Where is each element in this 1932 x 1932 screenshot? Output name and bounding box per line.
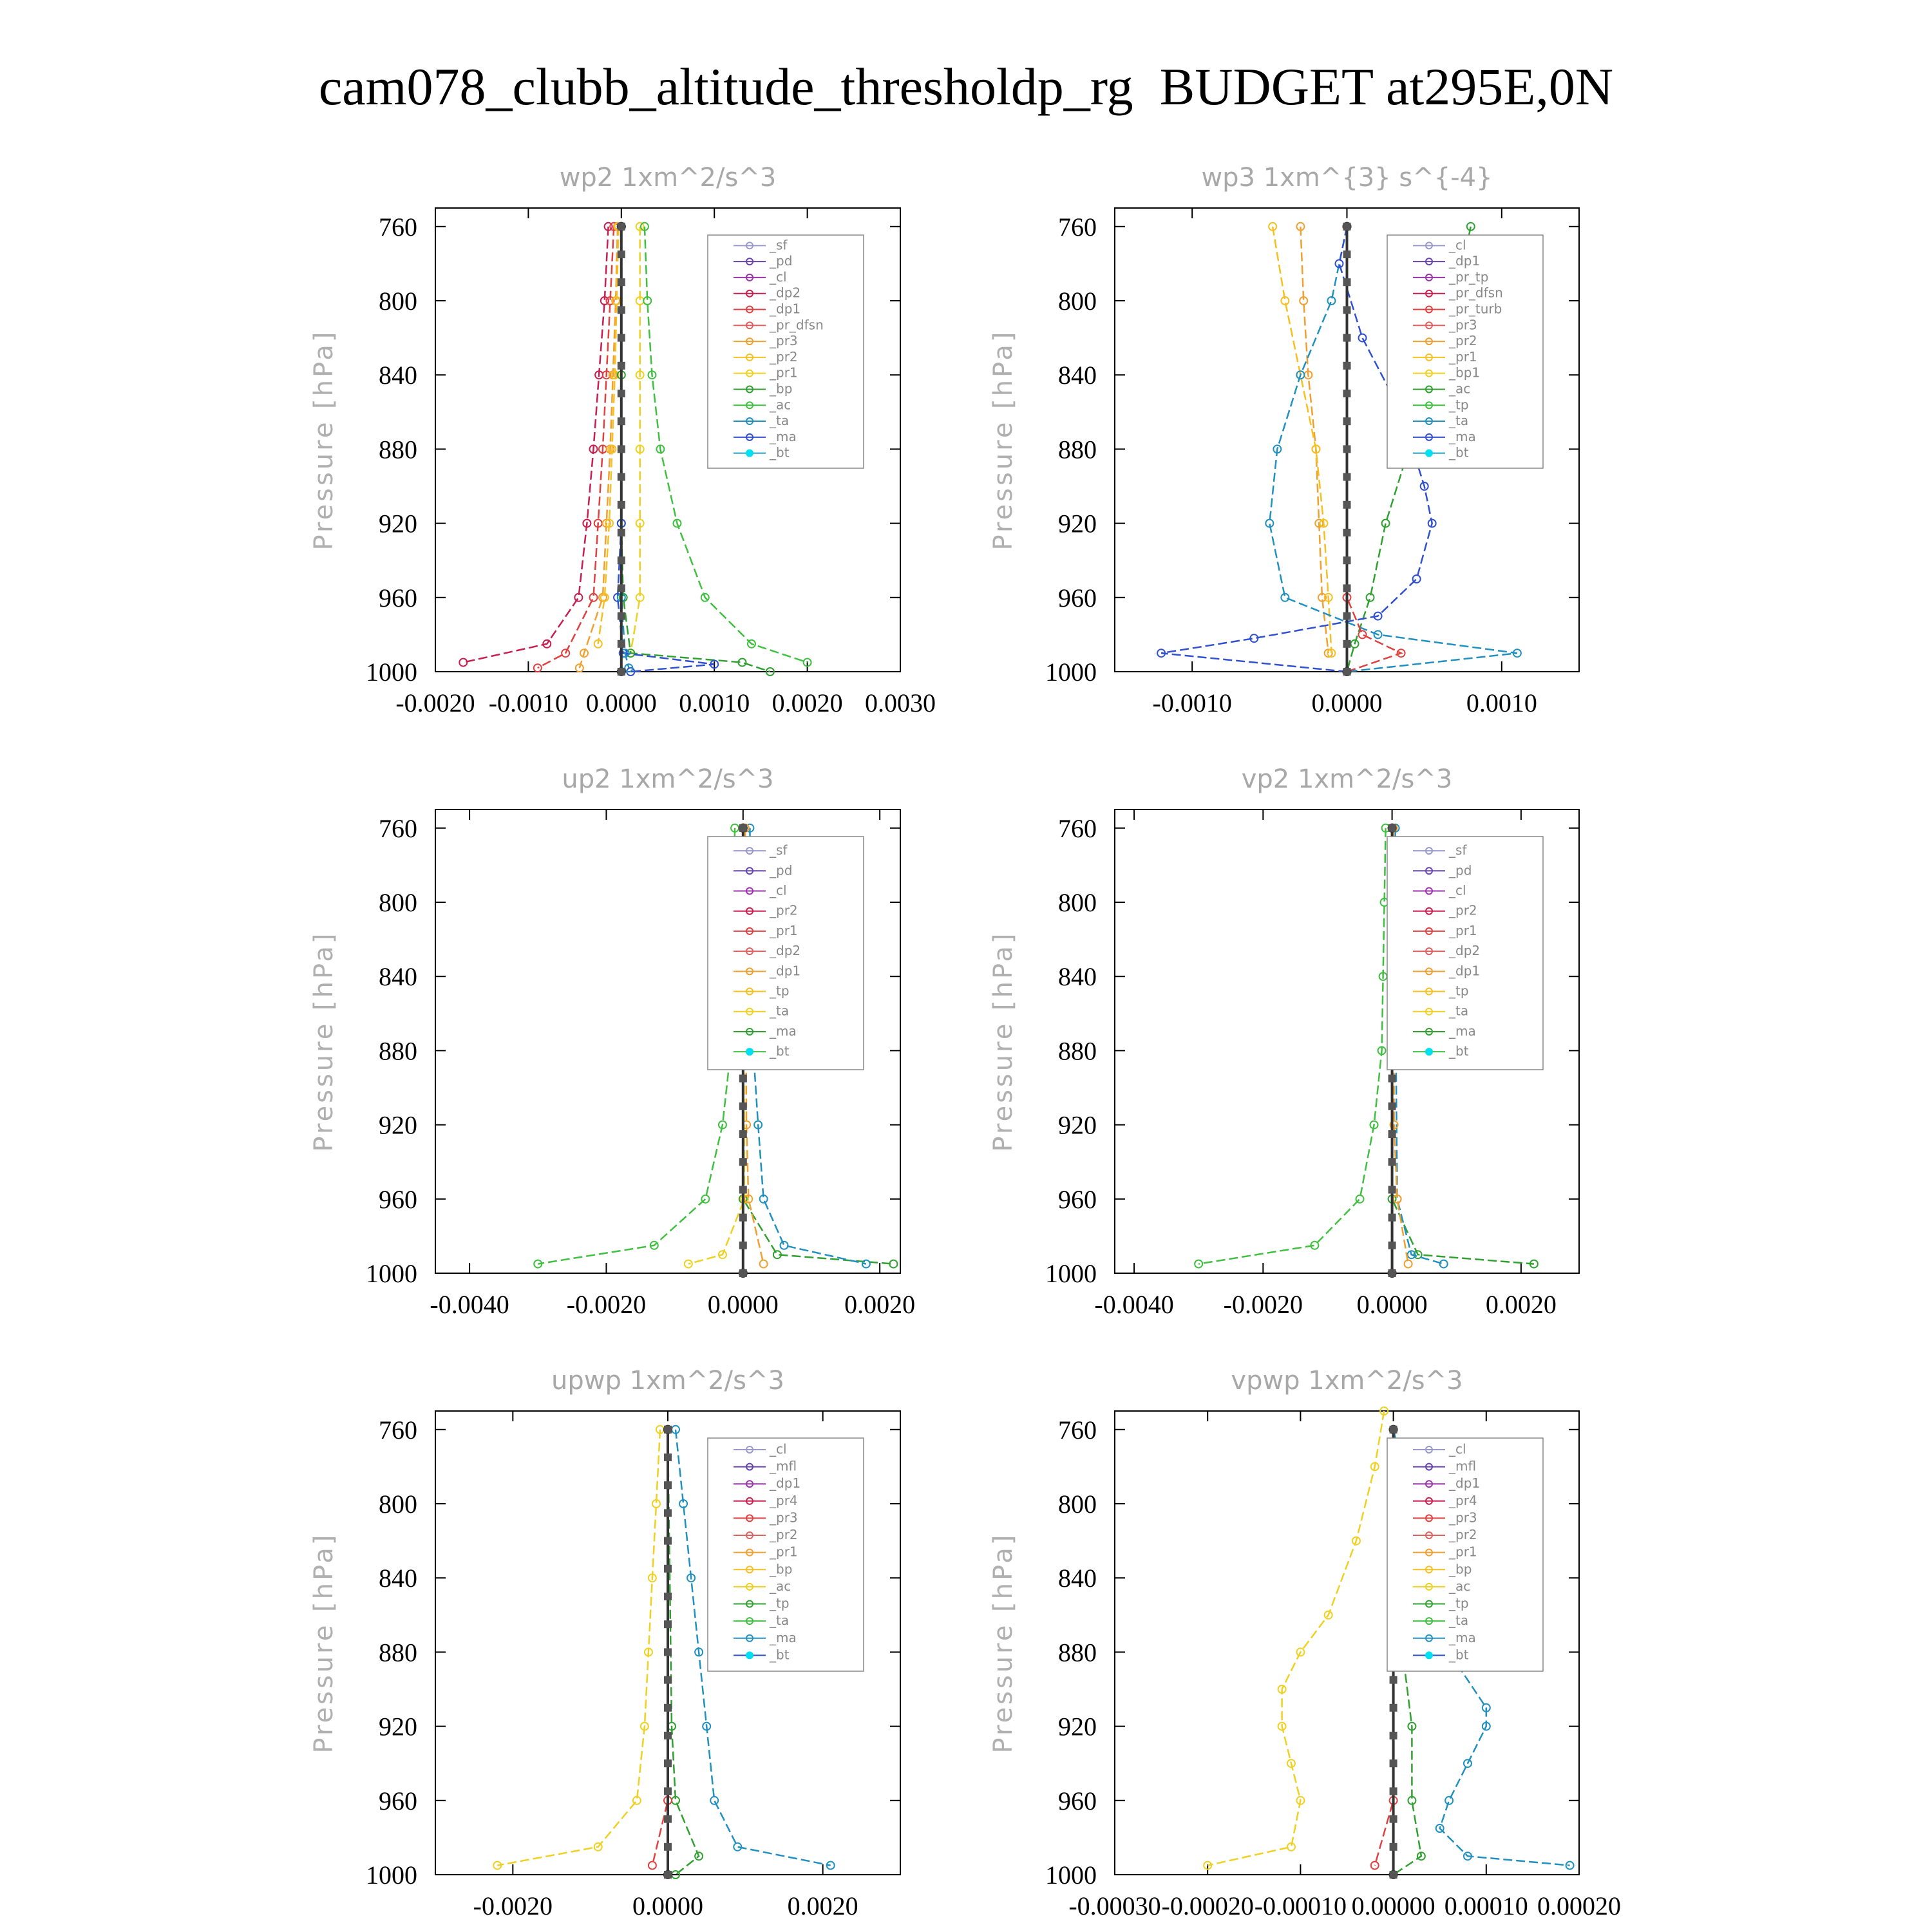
zero-line-marker — [618, 445, 625, 453]
legend-label: _pr2 — [1449, 902, 1477, 918]
legend-label: _dp1 — [1449, 253, 1481, 269]
series-line-pr1 — [1208, 1411, 1384, 1866]
series-line-pr1 — [497, 1430, 660, 1866]
data-point — [1359, 630, 1367, 638]
legend-label: _pr2 — [1449, 333, 1477, 349]
x-tick-label: 0.0020 — [1485, 1290, 1557, 1319]
legend-marker — [1426, 1048, 1432, 1055]
legend-label: _sf — [770, 842, 788, 858]
y-tick-label: 920 — [379, 1110, 417, 1140]
y-tick-label: 920 — [379, 509, 417, 538]
legend-label: _pr3 — [770, 333, 798, 349]
chart-panel-4 — [309, 1366, 900, 1920]
zero-line-marker — [1343, 278, 1351, 286]
data-point — [459, 659, 467, 667]
zero-line-marker — [1390, 1676, 1397, 1684]
zero-line-marker — [618, 390, 625, 397]
data-point — [1445, 1797, 1453, 1804]
zero-line-marker — [1343, 445, 1351, 453]
legend-label: _bp — [1449, 1561, 1472, 1577]
series-line-ta — [618, 227, 714, 672]
data-point — [649, 1862, 656, 1870]
data-point — [1356, 1195, 1364, 1203]
zero-line-marker — [618, 612, 625, 620]
zero-line-marker — [1390, 1815, 1397, 1823]
zero-line-marker — [618, 362, 625, 370]
series-line-dp1 — [538, 828, 735, 1264]
zero-line-marker — [1388, 1158, 1396, 1166]
legend-label: _cl — [770, 882, 787, 898]
zero-line-marker — [618, 278, 625, 286]
series-line-pr4 — [652, 1430, 668, 1866]
legend-label: _dp1 — [770, 301, 801, 317]
x-tick-label: 0.0020 — [787, 1891, 858, 1920]
legend-label: _pd — [1449, 862, 1472, 878]
zero-line-marker — [1390, 1426, 1397, 1434]
data-point — [685, 1260, 692, 1268]
legend-label: _pr_turb — [1449, 301, 1502, 317]
data-point — [889, 1260, 897, 1268]
legend-label: _bt — [1449, 1043, 1469, 1059]
zero-line-marker — [664, 1871, 672, 1879]
legend-label: _pr2 — [770, 1527, 798, 1543]
legend-label: _ma — [770, 1023, 797, 1039]
zero-line-marker — [739, 1269, 747, 1277]
y-tick-label: 880 — [1058, 1638, 1097, 1667]
zero-line-marker — [1343, 417, 1351, 425]
series-line-dp2 — [463, 227, 608, 663]
panel-title: vp2 1xm^2/s^3 — [1241, 764, 1453, 794]
y-tick-label: 880 — [379, 435, 417, 464]
zero-line-marker — [1343, 223, 1351, 231]
panel-title: wp2 1xm^2/s^3 — [559, 163, 777, 193]
legend-label: _cl — [770, 269, 787, 285]
legend-label: _pr_dfsn — [1449, 285, 1503, 301]
x-tick-label: -0.0040 — [430, 1290, 509, 1319]
legend-label: _dp1 — [770, 1475, 801, 1492]
y-tick-label: 880 — [1058, 435, 1097, 464]
zero-line-marker — [664, 1509, 672, 1517]
zero-line-marker — [739, 1158, 747, 1166]
zero-line-marker — [1388, 824, 1396, 832]
chart-panel-0 — [309, 163, 936, 717]
figure-title: cam078_clubb_altitude_thresholdp_rg BUDGET at295E,0N — [318, 57, 1614, 116]
x-tick-label: 0.0000 — [632, 1891, 703, 1920]
zero-line-marker — [664, 1787, 672, 1795]
zero-line-marker — [618, 640, 625, 648]
y-tick-label: 960 — [379, 583, 417, 612]
zero-line-marker — [1343, 362, 1351, 370]
x-tick-label: -0.0020 — [473, 1891, 553, 1920]
legend-label: _pr_tp — [1449, 269, 1489, 285]
zero-line-marker — [1390, 1704, 1397, 1712]
y-tick-label: 1000 — [366, 1259, 417, 1288]
zero-line-marker — [618, 251, 625, 258]
legend-label: _ta — [1449, 1003, 1469, 1019]
legend-label: _ma — [770, 1629, 797, 1645]
y-tick-label: 800 — [379, 287, 417, 316]
legend-label: _pr3 — [1449, 317, 1477, 333]
legend-label: _mfl — [770, 1458, 797, 1474]
legend-label: _pr4 — [1449, 1492, 1477, 1508]
legend-label: _ta — [770, 1003, 790, 1019]
y-tick-label: 880 — [379, 1638, 417, 1667]
y-tick-label: 960 — [1058, 1786, 1097, 1815]
legend-label: _bt — [770, 444, 790, 460]
panel-title: up2 1xm^2/s^3 — [562, 764, 774, 794]
legend-label: _bp — [770, 381, 793, 397]
x-tick-label: 0.00020 — [1537, 1891, 1621, 1920]
x-tick-label: -0.00010 — [1254, 1891, 1347, 1920]
legend-label: _ta — [1449, 413, 1469, 429]
legend-label: _dp1 — [1449, 963, 1481, 979]
y-tick-label: 880 — [379, 1036, 417, 1066]
series-line-pr3 — [1300, 227, 1328, 653]
y-axis-label: Pressure [hPa] — [309, 1532, 339, 1754]
zero-line-marker — [1343, 501, 1351, 509]
y-tick-label: 960 — [379, 1184, 417, 1214]
y-tick-label: 920 — [1058, 1712, 1097, 1741]
zero-line-marker — [1388, 1242, 1396, 1249]
zero-line-marker — [1388, 1186, 1396, 1193]
chart-panel-5 — [989, 1366, 1621, 1920]
y-tick-label: 760 — [379, 813, 417, 843]
zero-line-marker — [1390, 1787, 1397, 1795]
zero-line-marker — [739, 1103, 747, 1110]
zero-line-marker — [664, 1537, 672, 1545]
legend-label: _pr2 — [770, 348, 798, 365]
legend-label: _pd — [770, 253, 793, 269]
legend-label: _dp2 — [1449, 943, 1481, 959]
legend-label: _cl — [1449, 1441, 1466, 1457]
legend-label: _pr3 — [1449, 1510, 1477, 1526]
zero-line-marker — [618, 668, 625, 676]
legend-label: _pr1 — [1449, 1544, 1477, 1560]
series-line-dp1 — [1198, 828, 1385, 1264]
zero-line-marker — [618, 473, 625, 481]
y-axis-label: Pressure [hPa] — [309, 931, 339, 1152]
zero-line-marker — [1390, 1871, 1397, 1879]
y-tick-label: 1000 — [1045, 658, 1097, 687]
legend-label: _pr1 — [1449, 922, 1477, 938]
x-tick-label: 0.0000 — [707, 1290, 779, 1319]
zero-line-marker — [664, 1565, 672, 1573]
zero-line-marker — [1388, 1130, 1396, 1138]
legend-marker — [1426, 450, 1432, 457]
zero-line-marker — [664, 1593, 672, 1600]
legend-label: _ma — [1449, 428, 1476, 444]
zero-line-marker — [739, 824, 747, 832]
x-tick-label: -0.0010 — [488, 688, 569, 717]
legend-label: _cl — [1449, 237, 1466, 253]
legend-label: _ma — [1449, 1023, 1476, 1039]
legend-label: _bt — [1449, 1647, 1469, 1663]
zero-line-marker — [664, 1732, 672, 1739]
x-tick-label: -0.0020 — [1223, 1290, 1303, 1319]
legend-label: _pr4 — [770, 1492, 798, 1508]
data-point — [1405, 1260, 1412, 1268]
legend-label: _sf — [1449, 842, 1467, 858]
legend-label: _cl — [770, 1441, 787, 1457]
y-tick-label: 1000 — [366, 1861, 417, 1889]
legend-marker — [1426, 1652, 1432, 1658]
chart-panel-2 — [309, 764, 915, 1319]
y-axis-label: Pressure [hPa] — [309, 329, 339, 551]
zero-line-marker — [1390, 1759, 1397, 1767]
zero-line-marker — [1343, 251, 1351, 258]
zero-line-marker — [664, 1676, 672, 1684]
x-tick-label: 0.0020 — [844, 1290, 916, 1319]
zero-line-marker — [664, 1620, 672, 1628]
zero-line-marker — [1343, 306, 1351, 314]
y-tick-label: 800 — [1058, 287, 1097, 316]
series-line-pr2 — [598, 227, 619, 644]
legend-label: _bt — [770, 1043, 790, 1059]
zero-line-marker — [1388, 1269, 1396, 1277]
zero-line-marker — [664, 1454, 672, 1461]
legend-label: _ta — [1449, 1613, 1469, 1629]
legend-label: _bp1 — [1449, 365, 1481, 381]
y-axis-label: Pressure [hPa] — [989, 329, 1018, 551]
chart-panel-3 — [989, 764, 1579, 1319]
zero-line-marker — [618, 556, 625, 564]
y-tick-label: 840 — [1058, 361, 1097, 390]
legend-label: _dp2 — [770, 943, 801, 959]
zero-line-marker — [664, 1648, 672, 1656]
legend-label: _tp — [770, 1595, 790, 1611]
x-tick-label: -0.0010 — [1152, 688, 1232, 717]
legend-label: _pr1 — [770, 922, 798, 938]
y-tick-label: 760 — [379, 1415, 417, 1444]
x-tick-label: -0.0020 — [395, 688, 475, 717]
zero-line-marker — [664, 1704, 672, 1712]
zero-line-marker — [618, 334, 625, 342]
legend-label: _sf — [770, 237, 788, 253]
legend-label: _tp — [1449, 397, 1469, 413]
zero-line-marker — [618, 584, 625, 592]
y-tick-label: 800 — [1058, 1490, 1097, 1519]
legend-label: _ta — [770, 1613, 790, 1629]
zero-line-marker — [1388, 1075, 1396, 1083]
zero-line-marker — [664, 1759, 672, 1767]
y-axis-label: Pressure [hPa] — [989, 931, 1018, 1152]
legend-label: _pr2 — [770, 902, 798, 918]
x-tick-label: 0.0000 — [1311, 688, 1383, 717]
zero-line-marker — [1343, 556, 1351, 564]
x-tick-label: -0.0040 — [1094, 1290, 1174, 1319]
panel-title: vpwp 1xm^2/s^3 — [1231, 1366, 1463, 1396]
y-tick-label: 760 — [1058, 212, 1097, 242]
zero-line-marker — [1390, 1843, 1397, 1851]
series-line-pr2 — [1273, 227, 1331, 653]
y-tick-label: 920 — [379, 1712, 417, 1741]
x-tick-label: -0.00020 — [1161, 1891, 1254, 1920]
zero-line-marker — [1343, 584, 1351, 592]
y-tick-label: 800 — [379, 888, 417, 917]
zero-line-marker — [618, 529, 625, 536]
zero-line-marker — [618, 417, 625, 425]
zero-line-marker — [1390, 1732, 1397, 1739]
legend-label: _ma — [1449, 1629, 1476, 1645]
legend-label: _bp — [770, 1561, 793, 1577]
chart-panel-1 — [989, 163, 1579, 717]
x-tick-label: 0.0010 — [1466, 688, 1537, 717]
x-tick-label: 0.0030 — [865, 688, 936, 717]
legend-label: _tp — [1449, 983, 1469, 999]
zero-line-marker — [618, 306, 625, 314]
x-tick-label: 0.0000 — [1356, 1290, 1428, 1319]
data-point — [781, 1242, 788, 1249]
panel-title: upwp 1xm^2/s^3 — [551, 1366, 784, 1396]
legend-label: _dp1 — [770, 963, 801, 979]
zero-line-marker — [1388, 1214, 1396, 1222]
zero-line-marker — [739, 1130, 747, 1138]
legend-label: _ac — [770, 1578, 791, 1594]
x-tick-label: 0.00010 — [1444, 1891, 1528, 1920]
data-point — [1195, 1260, 1202, 1268]
zero-line-marker — [618, 223, 625, 231]
legend-label: _pr2 — [1449, 1527, 1477, 1543]
legend-marker — [746, 450, 753, 457]
legend-label: _ac — [1449, 1578, 1471, 1594]
zero-line-marker — [1343, 529, 1351, 536]
zero-line-marker — [664, 1481, 672, 1489]
x-tick-label: 0.0000 — [585, 688, 657, 717]
legend-marker — [746, 1652, 753, 1658]
data-point — [710, 1797, 718, 1804]
data-point — [760, 1260, 768, 1268]
data-point — [701, 1195, 709, 1203]
x-tick-label: -0.00030 — [1068, 1891, 1161, 1920]
zero-line-marker — [739, 1075, 747, 1083]
legend-label: _ma — [770, 428, 797, 444]
y-tick-label: 800 — [1058, 888, 1097, 917]
zero-line-marker — [1343, 612, 1351, 620]
legend-label: _cl — [1449, 882, 1466, 898]
legend-label: _pr1 — [770, 1544, 798, 1560]
legend-label: _pd — [770, 862, 793, 878]
x-tick-label: 0.0020 — [772, 688, 843, 717]
y-tick-label: 1000 — [1045, 1259, 1097, 1288]
y-tick-label: 1000 — [1045, 1861, 1097, 1889]
data-point — [1371, 1862, 1379, 1870]
zero-line-marker — [664, 1426, 672, 1434]
y-tick-label: 840 — [379, 361, 417, 390]
zero-line-marker — [618, 501, 625, 509]
zero-line-marker — [1343, 390, 1351, 397]
data-point — [1359, 334, 1367, 342]
y-tick-label: 920 — [1058, 509, 1097, 538]
legend-label: _ta — [770, 413, 790, 429]
zero-line-marker — [1388, 1103, 1396, 1110]
zero-line-marker — [1343, 473, 1351, 481]
legend-label: _tp — [1449, 1595, 1469, 1611]
y-axis-label: Pressure [hPa] — [989, 1532, 1018, 1754]
y-tick-label: 760 — [1058, 813, 1097, 843]
legend-label: _tp — [770, 983, 790, 999]
y-tick-label: 840 — [379, 962, 417, 992]
y-tick-label: 840 — [1058, 962, 1097, 992]
series-line-pr1 — [630, 227, 640, 653]
zero-line-marker — [1343, 334, 1351, 342]
y-tick-label: 880 — [1058, 1036, 1097, 1066]
legend-label: _pr1 — [1449, 348, 1477, 365]
y-tick-label: 960 — [1058, 583, 1097, 612]
legend-label: _ac — [770, 397, 791, 413]
y-tick-label: 760 — [379, 212, 417, 242]
y-tick-label: 1000 — [366, 658, 417, 687]
legend-marker — [746, 1048, 753, 1055]
y-tick-label: 840 — [1058, 1564, 1097, 1593]
zero-line-marker — [1343, 640, 1351, 648]
legend-label: _bt — [770, 1647, 790, 1663]
data-point — [1413, 575, 1421, 583]
y-tick-label: 840 — [379, 1564, 417, 1593]
legend-label: _dp2 — [770, 285, 801, 301]
legend-label: _ac — [1449, 381, 1471, 397]
y-tick-label: 960 — [379, 1786, 417, 1815]
legend-label: _pr_dfsn — [770, 317, 824, 333]
legend-label: _bt — [1449, 444, 1469, 460]
legend-label: _mfl — [1449, 1458, 1477, 1474]
panel-title: wp3 1xm^{3} s^{-4} — [1201, 163, 1493, 193]
x-tick-label: 0.0010 — [679, 688, 750, 717]
zero-line-marker — [1343, 668, 1351, 676]
zero-line-marker — [664, 1843, 672, 1851]
x-tick-label: 0.00000 — [1351, 1891, 1435, 1920]
zero-line-marker — [739, 1242, 747, 1249]
zero-line-marker — [664, 1815, 672, 1823]
y-tick-label: 760 — [1058, 1415, 1097, 1444]
legend-label: _pr3 — [770, 1510, 798, 1526]
y-tick-label: 960 — [1058, 1184, 1097, 1214]
x-tick-label: -0.0020 — [566, 1290, 647, 1319]
zero-line-marker — [739, 1186, 747, 1193]
legend-label: _pr1 — [770, 365, 798, 381]
y-tick-label: 800 — [379, 1490, 417, 1519]
legend-label: _dp1 — [1449, 1475, 1481, 1492]
y-tick-label: 920 — [1058, 1110, 1097, 1140]
zero-line-marker — [739, 1214, 747, 1222]
